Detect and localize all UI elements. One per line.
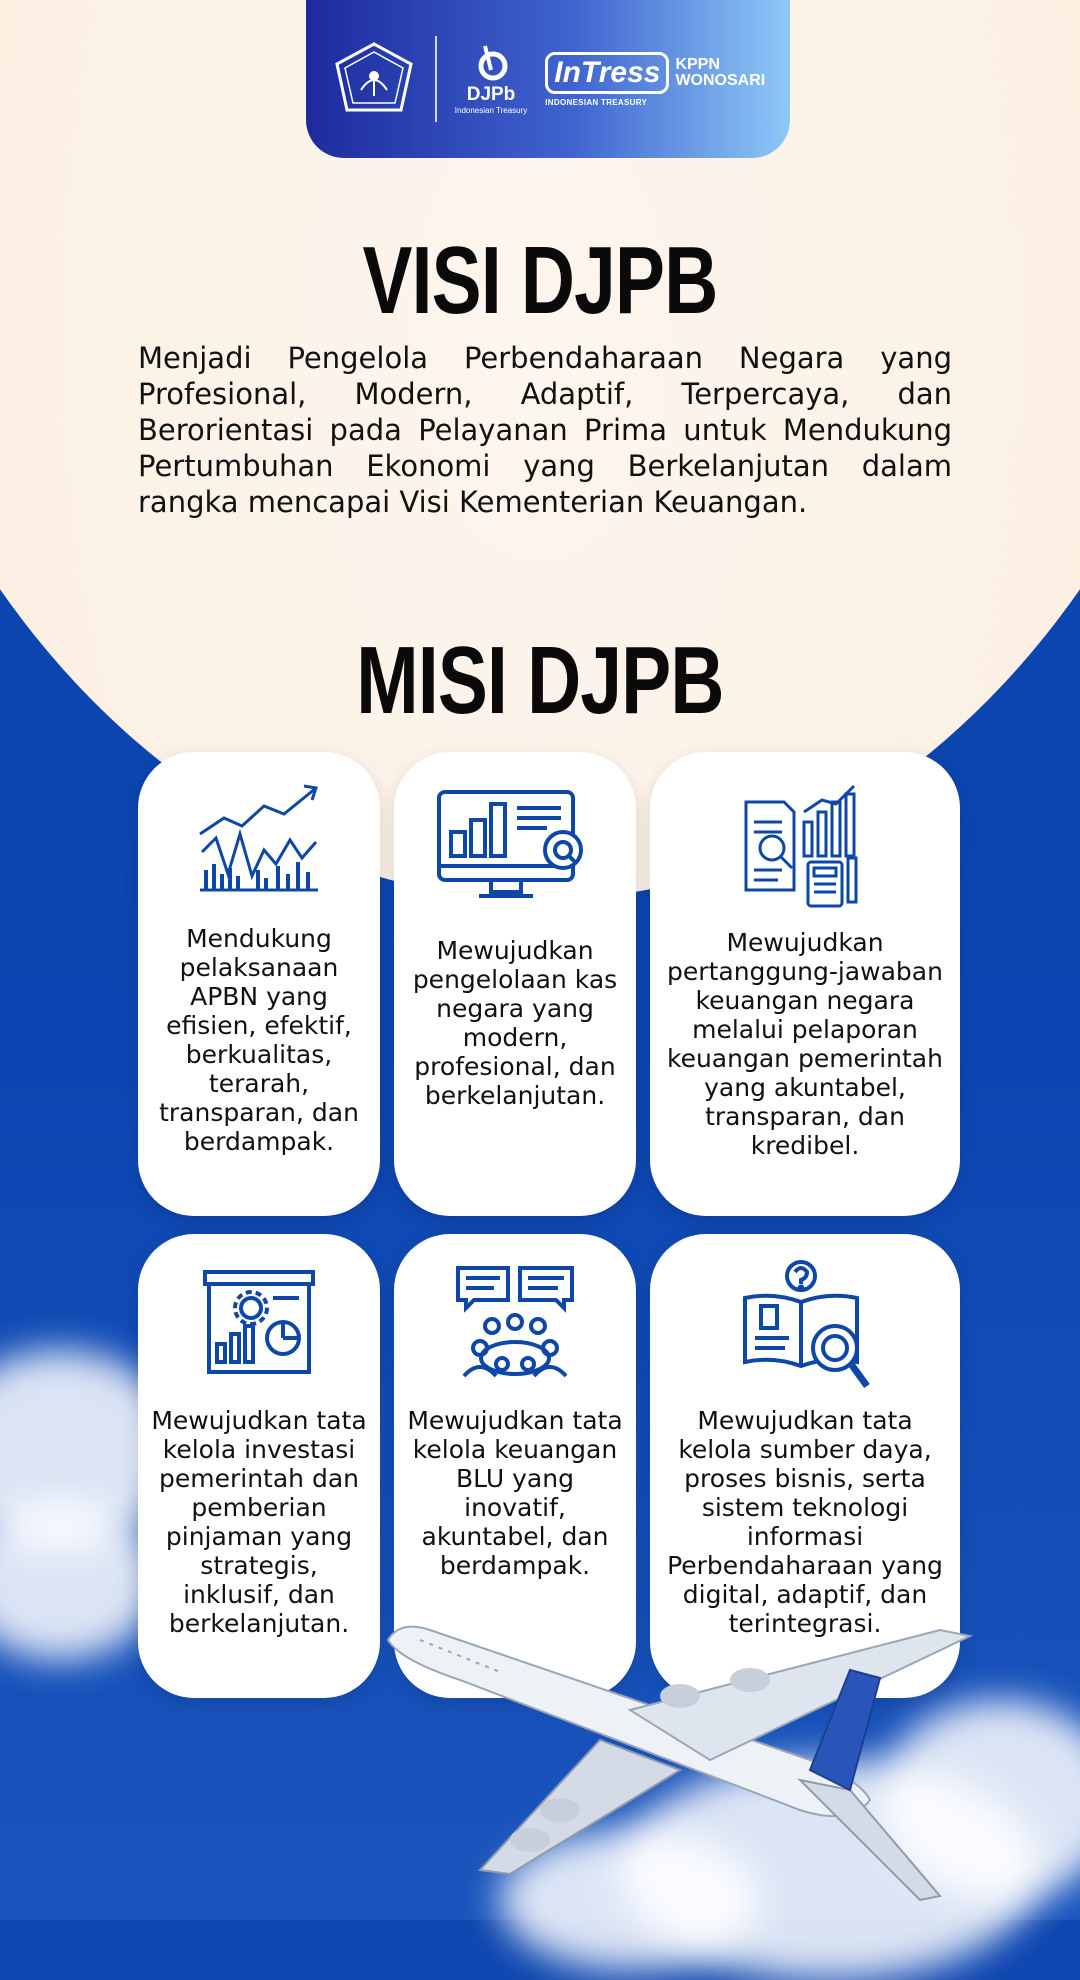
misi-text-5: Mewujudkan tata kelola keuangan BLU yang inovatif, akuntabel, dan berdampak. [407,1406,623,1580]
misi-text-2: Mewujudkan pengelolaan kas negara yang modern, profesional, dan berkelanjutan. [412,936,618,1110]
djpb-subtitle: Indonesian Treasury [454,105,528,115]
monitor-analytics-icon [435,788,595,904]
visi-title: VISI DJPB [362,227,718,334]
djpb-logo [455,44,528,115]
airplane-icon [380,1600,1020,1920]
intress-wordmark: InTress [545,52,669,94]
misi-text-1: Mendukung pelaksanaan APBN yang efisien, efektif, berkualitas, terarah, transparan, dan berdampak. [159,924,359,1156]
kppn-label: KPPN [675,55,720,73]
intress-logo [545,52,765,107]
misi-card-2 [394,752,636,1216]
misi-text-6: Mewujudkan tata kelola sumber daya, proses bisnis, serta sistem teknologi informasi Perbendaharaan yang digital, adaptif, dan terintegrasi. [667,1406,943,1638]
djpb-mark-icon [471,44,511,84]
header-banner [306,0,790,158]
growth-chart-icon [194,778,324,904]
ministry-emblem-icon [331,40,417,118]
presentation-board-icon [201,1268,317,1376]
financial-report-icon [742,782,868,908]
misi-text-4: Mewujudkan tata kelola investasi pemerintah dan pemberian pinjaman yang strategis, inklusif, dan berkelanjutan. [151,1406,367,1638]
team-discussion-icon [454,1264,576,1382]
misi-card-4 [138,1234,380,1698]
misi-text-3: Mewujudkan pertanggung-jawaban keuangan negara melalui pelaporan keuangan pemerintah yang akuntabel, transparan, dan kredibel. [667,928,943,1160]
djpb-name: DJPb [466,83,516,105]
misi-card-1 [138,752,380,1216]
misi-card-3 [650,752,960,1216]
intress-tagline: INDONESIAN TREASURY [545,97,648,107]
visi-text: Menjadi Pengelola Perbendaharaan Negara yang Profesional, Modern, Adaptif, Terpercaya, dan Berorientasi pada Pelayanan Prima untuk Mendukung Pertumbuhan Ekonomi yang Berkelanjutan dalam rangka mencapai Visi Kementerian Keuangan. [138,341,952,519]
knowledge-search-icon [737,1258,873,1394]
misi-title: MISI DJPB [356,627,724,734]
kppn-office: WONOSARI [675,71,766,89]
header-divider [435,36,437,122]
